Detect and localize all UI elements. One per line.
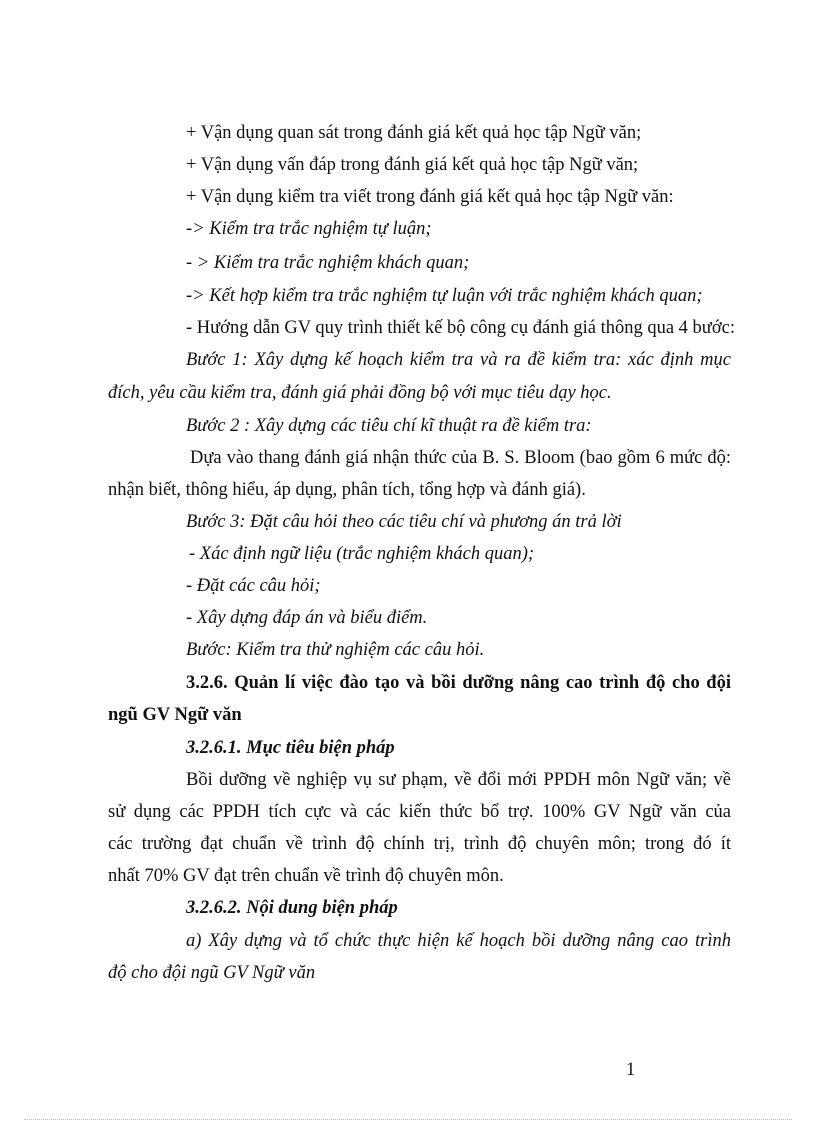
step-2: Bước 2 : Xây dựng các tiêu chí kĩ thuật ra đề kiểm tra: bbox=[186, 416, 592, 436]
step-3-item-questions: - Đặt các câu hỏi; bbox=[186, 576, 321, 596]
objective-para-line-2: sử dụng các PPDH tích cực và các kiến thức bổ trợ. 100% GV Ngữ văn của bbox=[108, 802, 731, 822]
step-3-item-corpus: - Xác định ngữ liệu (trắc nghiệm khách quan); bbox=[189, 544, 535, 564]
sub-combined-test: -> Kết hợp kiểm tra trắc nghiệm tự luận với trắc nghiệm khách quan; bbox=[186, 286, 703, 306]
step-final: Bước: Kiểm tra thử nghiệm các câu hỏi. bbox=[186, 640, 485, 660]
step-1-line-1: Bước 1: Xây dựng kế hoạch kiểm tra và ra đề kiểm tra: xác định mục bbox=[186, 350, 731, 370]
sub-essay-test: -> Kiểm tra trắc nghiệm tự luận; bbox=[186, 219, 432, 239]
content-a-line-1: a) Xây dựng và tổ chức thực hiện kế hoạch bồi dưỡng nâng cao trình bbox=[186, 931, 731, 951]
bullet-written-test: + Vận dụng kiểm tra viết trong đánh giá kết quả học tập Ngữ văn: bbox=[186, 187, 674, 207]
subheading-3-2-6-1: 3.2.6.1. Mục tiêu biện pháp bbox=[186, 738, 395, 758]
page-number: 1 bbox=[626, 1060, 636, 1080]
step-3-item-answers: - Xây dựng đáp án và biểu điểm. bbox=[186, 608, 428, 628]
section-heading-3-2-6-line-1: 3.2.6. Quản lí việc đào tạo và bồi dưỡng nâng cao trình độ cho đội bbox=[186, 673, 731, 693]
bloom-line-1: Dựa vào thang đánh giá nhận thức của B. S. Bloom (bao gồm 6 mức độ: bbox=[190, 448, 731, 468]
bloom-line-2: nhận biết, thông hiểu, áp dụng, phân tích, tổng hợp và đánh giá). bbox=[108, 480, 586, 500]
step-1-line-2: đích, yêu cầu kiểm tra, đánh giá phải đồng bộ với mục tiêu dạy học. bbox=[108, 383, 612, 403]
section-heading-3-2-6-line-2: ngũ GV Ngữ văn bbox=[108, 705, 242, 725]
subheading-3-2-6-2: 3.2.6.2. Nội dung biện pháp bbox=[186, 898, 398, 918]
content-a-line-2: độ cho đội ngũ GV Ngữ văn bbox=[108, 963, 316, 983]
bullet-oral-questioning: + Vận dụng vấn đáp trong đánh giá kết quả học tập Ngữ văn; bbox=[186, 155, 639, 175]
objective-para-line-1: Bồi dưỡng về nghiệp vụ sư phạm, về đổi mới PPDH môn Ngữ văn; về bbox=[186, 770, 731, 790]
objective-para-line-3: các trường đạt chuẩn về trình độ chính trị, trình độ chuyên môn; trong đó ít bbox=[108, 834, 731, 854]
page-bottom-divider bbox=[24, 1119, 792, 1120]
bullet-observation: + Vận dụng quan sát trong đánh giá kết quả học tập Ngữ văn; bbox=[186, 123, 642, 143]
guide-four-steps: - Hướng dẫn GV quy trình thiết kế bộ công cụ đánh giá thông qua 4 bước: bbox=[186, 318, 735, 338]
step-3: Bước 3: Đặt câu hỏi theo các tiêu chí và phương án trả lời bbox=[186, 512, 622, 532]
objective-para-line-4: nhất 70% GV đạt trên chuẩn về trình độ chuyên môn. bbox=[108, 866, 504, 886]
sub-objective-test: - > Kiểm tra trắc nghiệm khách quan; bbox=[186, 253, 470, 273]
